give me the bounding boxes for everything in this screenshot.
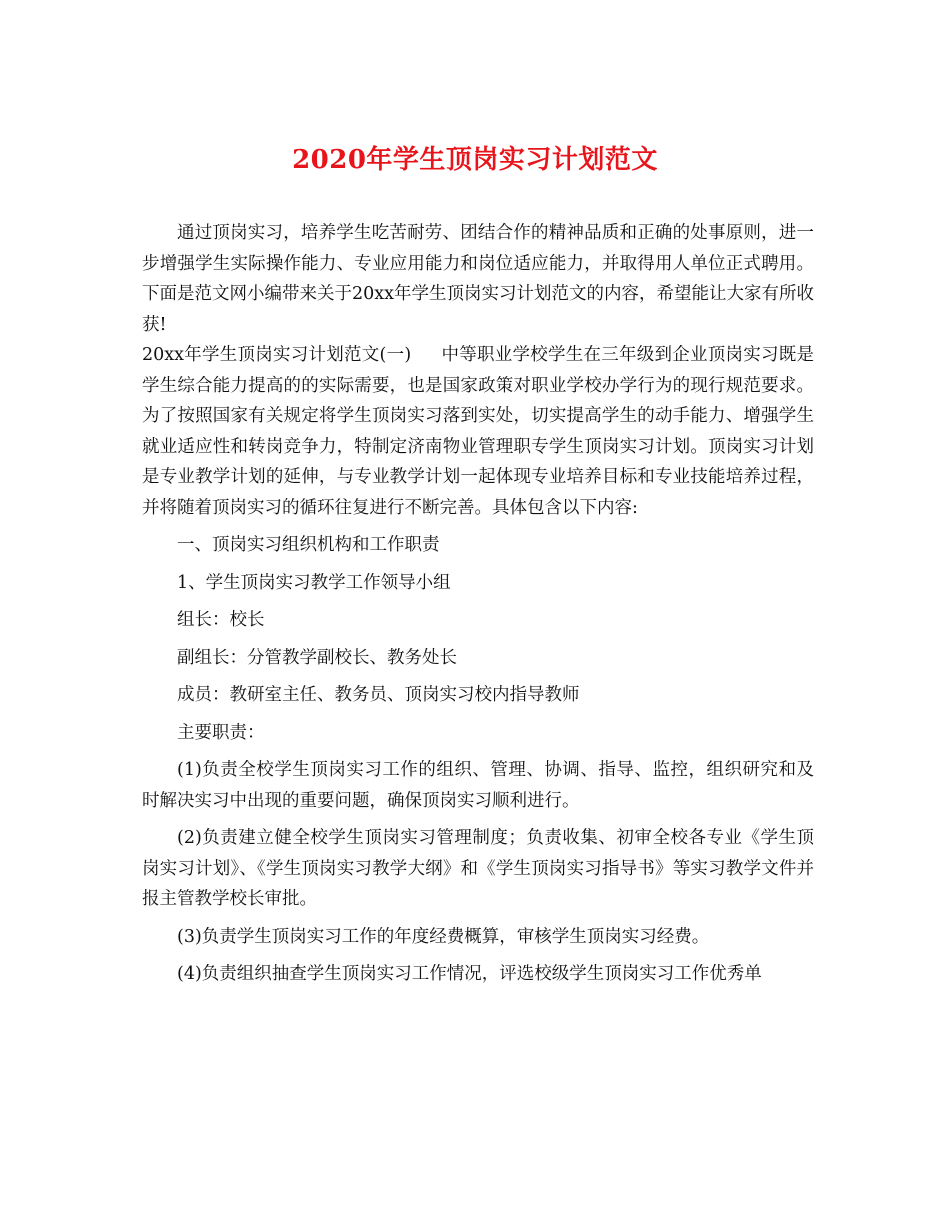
members-line: 成员：教研室主任、教务员、顶岗实习校内指导教师 [177,685,580,705]
section-heading: 20xx年学生顶岗实习计划范文(一) [142,345,412,365]
heading-organization: 一、顶岗实习组织机构和工作职责 [177,535,440,555]
document-body [142,218,814,997]
duty-item: (4)负责组织抽查学生顶岗实习工作情况，评选校级学生顶岗实习工作优秀单 [177,964,762,984]
duty-item: (3)负责学生顶岗实习工作的年度经费概算，审核学生顶岗实习经费。 [177,926,710,947]
vice-leader-line: 副组长：分管教学副校长、教务处长 [177,647,457,668]
duty-item: (1)负责全校学生顶岗实习工作的组织、管理、协调、指导、监控，组织研究和及时解决实习中出现的重要问题，确保顶岗实习顺利进行。 [142,760,814,811]
leader-line: 组长：校长 [177,610,265,630]
section-paragraph [142,340,814,523]
duties-label: 主要职责： [177,722,265,743]
heading-leadership-group: 1、学生顶岗实习教学工作领导小组 [177,572,451,593]
duty-item: (2)负责建立健全校学生顶岗实习管理制度；负责收集、初审全校各专业《学生顶岗实习计划》、《学生顶岗实习教学大纲》和《学生顶岗实习指导书》等实习教学文件并报主管教学校长审批。 [142,828,814,909]
section-body: 中等职业学校学生在三年级到企业顶岗实习既是学生综合能力提高的的实际需要，也是国家政策对职业学校办学行为的现行规范要求。为了按照国家有关规定将学生顶岗实习落到实处，切实提高学生的动手能力、增强学生就业适应性和转岗竞争力，特制定济南物业管理职专学生顶岗实习计划。顶岗实习计划是专业教学计划的延伸，与专业教学计划一起体现专业培养目标和专业技能培养过程，并将随着顶岗实习的循环往复进行不断完善。具体包含以下内容: [142,345,814,518]
document-title: 2020年学生顶岗实习计划范文 [292,145,658,175]
intro-paragraph: 通过顶岗实习，培养学生吃苦耐劳、团结合作的精神品质和正确的处事原则，进一步增强学生实际操作能力、专业应用能力和岗位适应能力，并取得用人单位正式聘用。下面是范文网小编带来关于20xx年学生顶岗实习计划范文的内容，希望能让大家有所收获! [142,223,815,335]
